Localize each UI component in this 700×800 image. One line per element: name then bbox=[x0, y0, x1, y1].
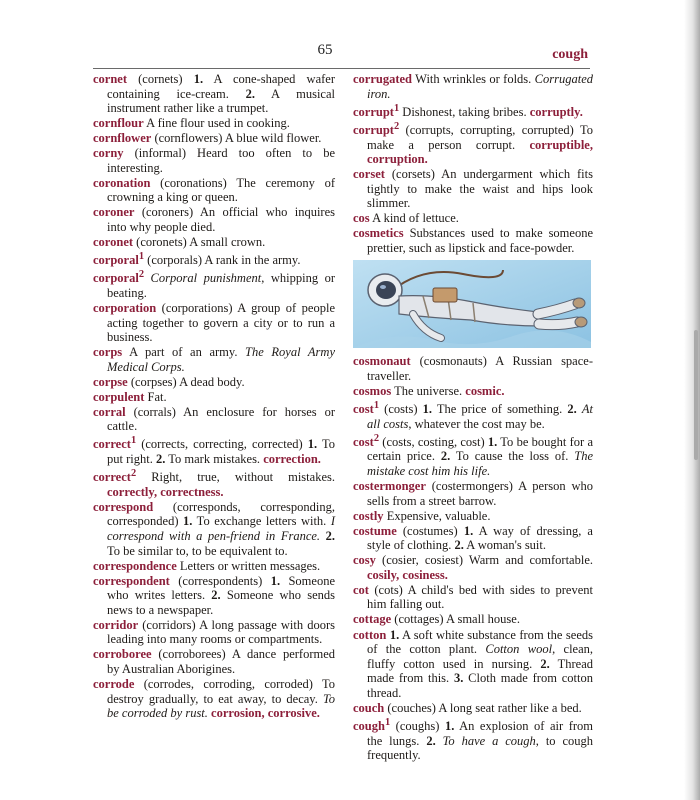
astronaut-image bbox=[353, 260, 591, 348]
dictionary-entry bbox=[353, 399, 593, 431]
example-text: Cotton wool bbox=[485, 642, 553, 657]
headword: cottage bbox=[353, 612, 392, 627]
entry-text: (cosier, cosiest) Warm and comfortable. bbox=[375, 553, 593, 568]
headword: coroner bbox=[93, 205, 135, 220]
example-text: I correspond with a pen-friend in France. bbox=[107, 514, 335, 544]
entry-text: (corpses) A dead body. bbox=[127, 374, 245, 389]
headword: correspond bbox=[93, 499, 154, 514]
dictionary-entry bbox=[353, 120, 593, 167]
entry-text: The price of something. bbox=[431, 402, 568, 417]
headword: cornflour bbox=[93, 116, 144, 131]
entry-text: (coronations) The ceremony of crowning a king or queen. bbox=[107, 175, 335, 205]
entry-text: To exchange letters with. bbox=[192, 514, 331, 529]
example-text: Corporal punishment bbox=[150, 271, 262, 286]
entry-text: (cornflowers) A blue wild flower. bbox=[151, 131, 322, 146]
dictionary-entry bbox=[93, 116, 335, 131]
entry-text: To be similar to, to be equivalent to. bbox=[107, 543, 288, 558]
dictionary-entry bbox=[93, 574, 335, 618]
headword: cost bbox=[353, 434, 374, 449]
dictionary-entry bbox=[353, 509, 593, 524]
sense-number: 2. bbox=[454, 538, 464, 553]
entry-text: A way of dressing, a style of clothing. bbox=[367, 523, 593, 553]
entry-text: (corrupts, corrupting, corrupted) To make a person corrupt. bbox=[367, 122, 593, 152]
entry-text: (correspondents) bbox=[169, 573, 271, 588]
dictionary-entry bbox=[93, 301, 335, 345]
headword: cosmos bbox=[353, 383, 392, 398]
headword: coronation bbox=[93, 175, 151, 190]
dictionary-entry bbox=[353, 384, 593, 399]
entry-text: (costumes) bbox=[396, 523, 464, 538]
sense-number: 2. bbox=[540, 656, 550, 671]
right-column bbox=[353, 72, 593, 763]
dictionary-entry bbox=[93, 467, 335, 499]
entry-text: To be bought for a certain price. bbox=[367, 434, 593, 464]
sense-number: 1. bbox=[307, 437, 318, 452]
dictionary-entry bbox=[353, 72, 593, 101]
entry-list bbox=[93, 72, 335, 721]
header-rule bbox=[93, 68, 590, 69]
entry-text: (cornets) bbox=[127, 72, 194, 86]
example-text: To be corroded by rust. bbox=[107, 691, 335, 721]
sense-number: 2. bbox=[155, 452, 166, 467]
dictionary-entry bbox=[353, 583, 593, 612]
headword: corrupt bbox=[353, 104, 394, 119]
entry-text: , clean, fluffy cotton used in nursing. bbox=[367, 642, 594, 671]
entry-text: , whipping or beating. bbox=[107, 271, 336, 300]
entry-text: To put right. bbox=[107, 437, 335, 467]
dictionary-entry bbox=[93, 146, 335, 175]
headword: correspondence bbox=[93, 558, 177, 573]
derived-word: corruptly. bbox=[529, 104, 583, 119]
entry-text: (cosmonauts) A Russian space-traveller. bbox=[367, 354, 593, 383]
entry-text bbox=[436, 734, 443, 748]
headword: corny bbox=[93, 146, 124, 161]
sense-number: 1. bbox=[270, 573, 281, 588]
sense-number: 1. bbox=[389, 627, 400, 642]
homograph-number: 2 bbox=[138, 269, 145, 281]
example-text: To have a cough bbox=[442, 733, 536, 748]
homograph-number: 1 bbox=[138, 251, 145, 263]
example-text: The Royal Army Medical Corps. bbox=[107, 345, 335, 374]
dictionary-entry bbox=[353, 432, 593, 479]
sense-number: 2. bbox=[325, 529, 335, 544]
entry-text: (informal) Heard too often to be interesting. bbox=[107, 146, 335, 175]
dictionary-entry bbox=[93, 375, 335, 390]
entry-text: (corsets) An undergarment which fits tightly to make the waist and hips look slimmer. bbox=[367, 167, 593, 211]
headword: corporal bbox=[93, 271, 139, 286]
headword: corporation bbox=[93, 301, 157, 316]
entry-text: A musical instrument rather like a trumpet. bbox=[107, 86, 335, 116]
dictionary-entry bbox=[93, 250, 335, 268]
homograph-number: 1 bbox=[393, 102, 400, 114]
dictionary-entry bbox=[93, 434, 335, 466]
headword: corroboree bbox=[93, 647, 152, 662]
headword: costly bbox=[353, 508, 384, 523]
entry-text: To mark mistakes. bbox=[165, 452, 264, 467]
derived-word: corruptible, corruption. bbox=[367, 137, 593, 167]
entry-text: Thread made from this. bbox=[367, 656, 593, 686]
dictionary-entry bbox=[93, 205, 335, 234]
entry-text: (couches) A long seat rather like a bed. bbox=[384, 700, 582, 715]
sense-number: 3. bbox=[453, 671, 464, 686]
homograph-number: 1 bbox=[373, 400, 380, 412]
entry-text: A woman's suit. bbox=[463, 538, 546, 553]
entry-text: (corporations) A group of people acting together to govern a city or to run a business. bbox=[107, 301, 335, 345]
entry-text: (corrodes, corroding, corroded) To destroy gradually, to eat away, to decay. bbox=[107, 677, 335, 706]
homograph-number: 2 bbox=[130, 468, 137, 480]
sense-number: 1. bbox=[183, 514, 193, 529]
sense-number: 2. bbox=[211, 588, 221, 603]
headword: cough bbox=[353, 718, 385, 733]
headword: correct bbox=[93, 437, 131, 452]
entry-text: Fat. bbox=[144, 389, 167, 404]
entry-text: (costs, costing, cost) bbox=[379, 434, 488, 449]
dictionary-entry bbox=[353, 167, 593, 211]
headword: correct bbox=[93, 470, 131, 485]
dictionary-entry bbox=[93, 268, 335, 300]
entry-text: A part of an army. bbox=[122, 345, 246, 360]
sense-number: 1. bbox=[444, 718, 455, 733]
entry-text: The universe. bbox=[391, 383, 466, 398]
entry-text: An explosion of air from the lungs. bbox=[367, 718, 593, 748]
entry-text: (coronets) A small crown. bbox=[133, 235, 266, 250]
dictionary-entry bbox=[353, 628, 593, 701]
headword: cornet bbox=[93, 72, 128, 86]
headword: cosmetics bbox=[353, 226, 404, 241]
sense-number: 2. bbox=[567, 402, 577, 417]
sense-number: 1. bbox=[487, 434, 498, 449]
left-column bbox=[93, 72, 335, 721]
headword: cosmonaut bbox=[353, 354, 411, 369]
entry-text: (coroners) An official who inquires into why people died. bbox=[107, 205, 335, 234]
entry-text: , whatever the cost may be. bbox=[408, 416, 545, 431]
entry-text: (corroborees) A dance performed by Australian Aborigines. bbox=[107, 647, 335, 676]
derived-word: correctly, correctness. bbox=[107, 484, 224, 499]
entry-list bbox=[353, 354, 593, 762]
sense-number: 1. bbox=[422, 402, 432, 417]
example-text: Corrugated iron. bbox=[367, 72, 593, 101]
dictionary-entry bbox=[353, 612, 593, 627]
headword: corrode bbox=[93, 677, 135, 691]
dictionary-entry bbox=[353, 102, 593, 120]
dictionary-entry bbox=[93, 131, 335, 146]
headword: corps bbox=[93, 345, 123, 360]
entry-text: Expensive, valuable. bbox=[383, 508, 491, 523]
headword: costermonger bbox=[353, 479, 426, 494]
headword: corrupt bbox=[353, 122, 394, 137]
sense-number: 1. bbox=[193, 72, 204, 86]
headword: cotton bbox=[353, 627, 387, 642]
headword: corpse bbox=[93, 374, 128, 389]
entry-text: , to cough frequently. bbox=[367, 733, 594, 763]
example-text: The mistake cost him his life. bbox=[367, 449, 594, 479]
dictionary-entry bbox=[353, 524, 593, 553]
entry-text: Letters or written messages. bbox=[176, 558, 321, 573]
sense-number: 2. bbox=[245, 86, 255, 101]
dictionary-entry bbox=[353, 211, 593, 226]
dictionary-entry bbox=[93, 405, 335, 434]
entry-text: (coughs) bbox=[390, 718, 445, 733]
dictionary-entry bbox=[93, 235, 335, 250]
entry-text: Substances used to make someone prettier, such as lipstick and face-powder. bbox=[367, 226, 593, 255]
dictionary-entry bbox=[353, 716, 593, 763]
headword: corridor bbox=[93, 617, 139, 632]
entry-text: A fine flour used in cooking. bbox=[143, 116, 290, 131]
entry-text: Dishonest, taking bribes. bbox=[399, 104, 530, 119]
sense-number: 2. bbox=[426, 733, 436, 748]
dictionary-entry bbox=[93, 345, 335, 374]
guide-word: cough bbox=[552, 47, 588, 62]
dictionary-entry bbox=[93, 390, 335, 405]
derived-word: cosmic. bbox=[465, 383, 505, 398]
dictionary-entry bbox=[93, 677, 335, 721]
entry-text: Right, true, without mistakes. bbox=[136, 470, 335, 485]
headword: corral bbox=[93, 404, 126, 419]
dictionary-entry bbox=[353, 701, 593, 716]
entry-text: Cloth made from cotton thread. bbox=[367, 671, 593, 700]
dictionary-entry bbox=[93, 500, 335, 558]
dictionary-entry bbox=[353, 226, 593, 255]
dictionary-entry bbox=[353, 553, 593, 582]
headword: cot bbox=[353, 582, 369, 597]
sense-number: 2. bbox=[440, 449, 451, 464]
homograph-number: 2 bbox=[393, 120, 400, 132]
headword: corpulent bbox=[93, 389, 145, 404]
dictionary-entry bbox=[93, 647, 335, 676]
entry-text: A soft white substance from the seeds of the cotton plant. bbox=[367, 627, 593, 657]
entry-text: (corridors) A long passage with doors leading into many rooms or compartments. bbox=[107, 617, 335, 647]
entry-text: (corporals) A rank in the army. bbox=[144, 253, 301, 268]
entry-text: With wrinkles or folds. bbox=[412, 72, 535, 86]
dictionary-entry bbox=[353, 479, 593, 508]
headword: corrugated bbox=[353, 72, 413, 86]
headword: cost bbox=[353, 402, 374, 417]
headword: corset bbox=[353, 167, 385, 182]
entry-text: (costs) bbox=[379, 402, 423, 417]
dictionary-entry bbox=[93, 176, 335, 205]
page-edge-marker bbox=[694, 330, 698, 460]
derived-word: cosily, cosiness. bbox=[367, 567, 448, 582]
entry-text: Someone who sends news to a newspaper. bbox=[107, 588, 335, 617]
homograph-number: 1 bbox=[384, 716, 391, 728]
dictionary-entry bbox=[93, 618, 335, 647]
headword: cosy bbox=[353, 553, 376, 568]
entry-list bbox=[353, 72, 593, 255]
headword: coronet bbox=[93, 235, 134, 250]
example-text: At all costs bbox=[367, 402, 594, 431]
headword: correspondent bbox=[93, 573, 170, 588]
entry-text: (costermongers) A person who sells from a street barrow. bbox=[367, 479, 593, 508]
derived-word: correction. bbox=[263, 452, 321, 467]
homograph-number: 2 bbox=[373, 432, 380, 444]
headword: cornflower bbox=[93, 131, 152, 146]
astronaut-illustration bbox=[353, 260, 591, 348]
entry-text: (corresponds, corresponding, corresponded) bbox=[107, 499, 335, 529]
headword: corporal bbox=[93, 253, 139, 268]
entry-text: (cottages) A small house. bbox=[391, 612, 520, 627]
homograph-number: 1 bbox=[130, 435, 137, 447]
page-number: 65 bbox=[317, 42, 333, 58]
headword: cos bbox=[353, 211, 370, 226]
headword: couch bbox=[353, 700, 385, 715]
headword: costume bbox=[353, 523, 397, 538]
entry-text: (cots) A child's bed with sides to prevent him falling out. bbox=[367, 582, 593, 612]
entry-text: A cone-shaped wafer containing ice-cream. bbox=[107, 72, 335, 101]
entry-text: Someone who writes letters. bbox=[107, 573, 335, 603]
dictionary-entry bbox=[93, 72, 335, 116]
entry-text: To cause the loss of. bbox=[450, 449, 575, 464]
entry-text: A kind of lettuce. bbox=[369, 211, 459, 226]
derived-word: corrosion, corrosive. bbox=[211, 706, 320, 721]
entry-text: (corrals) An enclosure for horses or cattle. bbox=[107, 404, 335, 434]
dictionary-entry bbox=[93, 559, 335, 574]
sense-number: 1. bbox=[463, 523, 474, 538]
dictionary-entry bbox=[353, 354, 593, 383]
entry-text: (corrects, correcting, corrected) bbox=[136, 437, 308, 452]
